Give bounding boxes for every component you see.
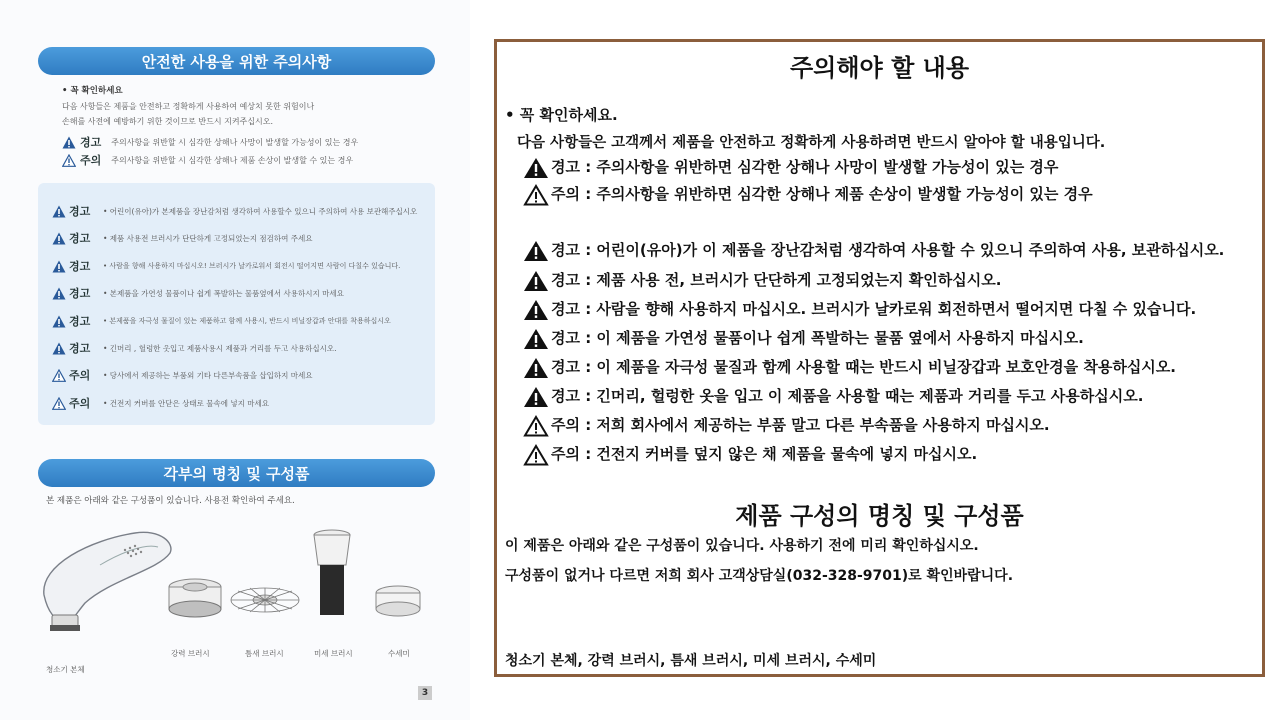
translation-box xyxy=(494,39,1265,677)
warning-icon xyxy=(523,240,549,262)
warning-icon xyxy=(523,299,549,321)
caution-row xyxy=(52,395,269,411)
warning-text: 경고 : 어린이(유아)가 이 제품을 장난감처럼 생각하여 사용할 수 있으니 주의하여 사용, 보관하십시오. xyxy=(551,241,1225,259)
warning-row xyxy=(52,230,312,246)
scrubber-illustration xyxy=(376,586,420,616)
caution-desc: • 당사에서 제공하는 부품외 기타 다른부속품을 삽입하지 마세요 xyxy=(103,370,313,380)
legend-label: 경고 xyxy=(80,136,102,149)
strong-brush-illustration xyxy=(169,579,221,617)
warning-icon xyxy=(523,270,549,292)
right-title: 주의해야 할 내용 xyxy=(790,54,969,82)
warning-icon xyxy=(523,386,549,408)
warning-icon xyxy=(523,328,549,350)
legend-label: 주의 xyxy=(80,154,102,167)
warning-icon xyxy=(523,357,549,379)
right-legend-caution xyxy=(523,183,1093,206)
caution-icon xyxy=(523,184,549,206)
part-label-body: 청소기 본체 xyxy=(46,665,85,674)
warning-text: 경고 : 제품 사용 전, 브러시가 단단하게 고정되었는지 확인하십시오. xyxy=(551,271,1002,289)
scanned-manual-page xyxy=(0,0,470,720)
caution-icon xyxy=(523,444,549,466)
warning-label: 경고 xyxy=(69,342,91,355)
left-legend-caution xyxy=(62,152,353,168)
right-check-heading: • 꼭 확인하세요. xyxy=(505,106,618,124)
right-legend-warning xyxy=(523,156,1058,179)
warning-label: 경고 xyxy=(69,232,91,245)
caution-icon xyxy=(52,397,66,410)
warning-row xyxy=(52,258,400,274)
warning-desc: • 사람을 향해 사용하지 마십시오! 브러시가 날카로워서 회전시 떨어지면 사람이 다칠수 있습니다. xyxy=(103,262,401,270)
right-caution-row xyxy=(523,414,1050,437)
warning-icon xyxy=(52,205,66,218)
page-number: 3 xyxy=(418,686,432,700)
warning-desc: • 제품 사용전 브러시가 단단하게 고정되었는지 점검하여 주세요 xyxy=(103,233,313,243)
left-check-heading: • 꼭 확인하세요 xyxy=(62,86,123,96)
part-label-scrubber: 수세미 xyxy=(388,649,410,658)
parts-header-text: 각부의 명칭 및 구성품 xyxy=(163,464,310,483)
caution-text: 주의 : 저희 회사에서 제공하는 부품 말고 다른 부속품을 사용하지 마십시오. xyxy=(551,416,1050,434)
caution-label: 주의 xyxy=(69,397,91,410)
warning-desc: • 본제품을 자극성 물질이 있는 제품하고 함께 사용시, 반드시 비닐장갑과 안대를 착용하십시오 xyxy=(103,317,391,325)
caution-label: 주의 xyxy=(69,369,91,382)
caution-text: 주의 : 건전지 커버를 덮지 않은 채 제품을 물속에 넣지 마십시오. xyxy=(551,445,978,463)
parts-section-header xyxy=(38,459,435,487)
legend-desc: 주의사항을 위반할 시 심각한 상해나 제품 손상이 발생할 수 있는 경우 xyxy=(111,155,354,165)
caution-icon xyxy=(523,415,549,437)
part-label-fine-brush: 미세 브러시 xyxy=(314,649,353,658)
caution-row xyxy=(52,367,312,383)
warning-icon xyxy=(52,342,66,355)
warning-list-box xyxy=(38,183,435,425)
warning-text: 경고 : 긴머리, 헐렁한 옷을 입고 이 제품을 사용할 때는 제품과 거리를 두고 사용하십시오. xyxy=(551,387,1144,405)
cleaner-body-illustration xyxy=(44,532,171,631)
right-contact: 구성품이 없거나 다르면 저희 회사 고객상담실(032-328-9701)로 확인바랍니다. xyxy=(505,568,1014,584)
fine-brush-illustration xyxy=(314,530,350,615)
warning-icon xyxy=(62,136,76,149)
warning-desc: • 어린이(유아)가 본제품을 장난감처럼 생각하여 사용할수 있으니 주의하여 사용 보관해주십시오 xyxy=(103,206,418,216)
caution-icon xyxy=(62,154,76,167)
warning-row xyxy=(52,203,417,219)
caution-desc: • 건전지 커버를 안닫은 상태로 물속에 넣지 마세요 xyxy=(103,398,270,408)
warning-icon xyxy=(52,315,66,328)
right-warning-row xyxy=(523,298,1196,321)
right-warning-row xyxy=(523,239,1224,262)
warning-row xyxy=(52,313,391,329)
warning-label: 경고 xyxy=(69,205,91,218)
right-parts-list: 청소기 본체, 강력 브러시, 틈새 브러시, 미세 브러시, 수세미 xyxy=(505,653,877,669)
warning-icon xyxy=(523,157,549,179)
right-warning-row xyxy=(523,385,1143,408)
part-label-strong-brush: 강력 브러시 xyxy=(171,649,210,658)
legend-text: 주의 : 주의사항을 위반하면 심각한 상해나 제품 손상이 발생할 가능성이 있는 경우 xyxy=(551,185,1093,203)
right-parts-title: 제품 구성의 명칭 및 구성품 xyxy=(735,502,1024,530)
warning-row xyxy=(52,285,344,301)
right-intro: 다음 사항들은 고객께서 제품을 안전하고 정확하게 사용하려면 반드시 알아야 할 내용입니다. xyxy=(517,135,1106,151)
safety-section-header xyxy=(38,47,435,75)
warning-icon xyxy=(52,232,66,245)
left-legend-warning xyxy=(62,134,358,150)
warning-text: 경고 : 이 제품을 자극성 물질과 함께 사용할 때는 반드시 비닐장갑과 보호안경을 착용하십시오. xyxy=(551,358,1176,376)
warning-text: 경고 : 이 제품을 가연성 물품이나 쉽게 폭발하는 물품 옆에서 사용하지 마십시오. xyxy=(551,329,1084,347)
warning-label: 경고 xyxy=(69,260,91,273)
right-warning-row xyxy=(523,356,1176,379)
warning-desc: • 본제품을 가연성 물품이나 쉽게 폭발하는 물품옆에서 사용하시지 마세요 xyxy=(103,288,344,298)
caution-icon xyxy=(52,369,66,382)
warning-label: 경고 xyxy=(69,315,91,328)
warning-row xyxy=(52,340,337,356)
legend-desc: 주의사항을 위반할 시 심각한 상해나 사망이 발생할 가능성이 있는 경우 xyxy=(111,137,359,147)
legend-text: 경고 : 주의사항을 위반하면 심각한 상해나 사망이 발생할 가능성이 있는 경우 xyxy=(551,158,1059,176)
right-warning-row xyxy=(523,269,1001,292)
left-intro-line1: 다음 사항들은 제품을 안전하고 정확하게 사용하여 예상치 못한 위험이나 xyxy=(62,102,315,111)
parts-illustration xyxy=(30,525,450,655)
warning-icon xyxy=(52,287,66,300)
warning-desc: • 긴머리 , 헐렁한 옷입고 제품사용시 제품과 거리를 두고 사용하십시오. xyxy=(103,343,337,353)
warning-text: 경고 : 사람을 향해 사용하지 마십시오. 브러시가 날카로워 회전하면서 떨어지면 다칠 수 있습니다. xyxy=(551,300,1197,318)
left-parts-intro: 본 제품은 아래와 같은 구성품이 있습니다. 사용전 확인하여 주세요. xyxy=(46,496,295,506)
right-caution-row xyxy=(523,443,977,466)
part-label-crevice-brush: 틈새 브러시 xyxy=(245,649,284,658)
left-intro-line2: 손해를 사전에 예방하기 위한 것이므로 반드시 지켜주십시오. xyxy=(62,117,273,126)
right-warning-row xyxy=(523,327,1084,350)
warning-icon xyxy=(52,260,66,273)
crevice-brush-illustration xyxy=(231,588,299,612)
warning-label: 경고 xyxy=(69,287,91,300)
right-parts-intro: 이 제품은 아래와 같은 구성품이 있습니다. 사용하기 전에 미리 확인하십시오. xyxy=(505,538,979,554)
safety-header-text: 안전한 사용을 위한 주의사항 xyxy=(141,52,332,71)
